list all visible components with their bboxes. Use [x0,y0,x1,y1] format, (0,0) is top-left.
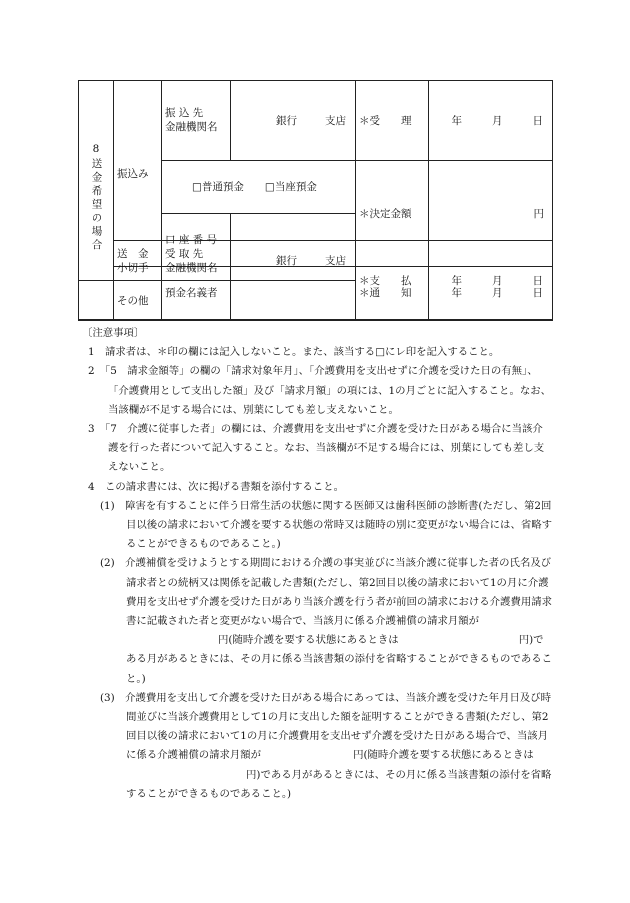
remittance-form-table-lower [78,240,553,321]
note-3: 3 「7 介護に従事した者」の欄には、介護費用を支出せずに介護を受けた日がある場合に当該介護を行った者について記入すること。なお、当該欄が不足する場合には、別葉にしても差し支えないこと。 [88,423,545,474]
recv-bank-field[interactable]: 銀行 支店 [231,241,356,281]
remit-check-label: 送 金 小切手 [114,241,162,281]
payment-label: ＊支 払 [356,241,429,321]
note-2: 2 「5 請求金額等」の欄の「請求対象年月」、「介護費用を支出せずに介護を受けた日の有無」、「介護費用として支出した額」及び「請求月額」の項には、1の月ごとに記入すること。なお、当該欄が不足する場合には、別葉にしても差し支えないこと。 [88,365,552,416]
notes-heading: 〔注意事項〕 [82,327,145,339]
note-4: 4 この請求書には、次に掲げる書類を添付すること。 [88,480,344,493]
account-holder-label: 預金名義者 [162,266,231,319]
notice-date-field[interactable]: 年 月 日 [429,266,553,319]
payment-date-field[interactable]: 年 月 日 [429,241,553,321]
transfer-label: 振込み [114,81,162,267]
recv-bank-label: 受 取 先 金融機関名 [162,241,231,281]
account-number-label: 口 座 番 号 [162,213,231,266]
section-number: 8 [92,143,100,156]
transfer-bank-field[interactable]: 銀行 支店 [231,81,356,161]
note-4-2: (2) 介護補償を受けようとする期間における介護の事実並びに当該介護に従事した者の氏名及び請求者との続柄又は関係を記載した書類(ただし、第2回目以後の請求において1の月に介護費用を支出せず介護を受けた日があり当該介護を行う者が前回の請求における介護費用請求書に記載された者と変更がない場合で、当該月に係る介護補償の請求月額が円(随時介護を要する状態にあるときは 円)である月があるときには、その月に係る当該書類の添付を省略することができるものであること。) [100,557,553,685]
decision-label: ＊決定金額 [356,160,429,266]
receipt-label: ＊受 理 [356,81,429,161]
other-label: その他 [114,281,162,321]
note-1: 1 請求者は、＊印の欄には記入しないこと。また、該当する□にレ印を記入すること。 [88,346,500,359]
other-field[interactable] [162,281,356,321]
transfer-bank-label: 振 込 先 金融機関名 [162,81,231,161]
decision-amount-field[interactable]: 円 [429,160,553,266]
notes-section [82,324,552,804]
note-4-1: (1) 障害を有することに伴う日常生活の状態に関する医師又は歯科医師の診断書(ただし、第2回目以後の請求において介護を要する状態の常時又は随時の別に変更がない場合には、省略することができるものであること。) [100,499,553,551]
section-title: 送金希望の場合 [90,158,103,253]
deposit-type-checkboxes[interactable]: □普通預金 □当座預金 [162,160,356,213]
note-4-3: (3) 介護費用を支出して介護を受けた日がある場合にあっては、当該介護を受けた年月日及び時間並びに当該介護費用として1の月に支出した額を証明することができる書類(ただし、第2回目以後の請求において1の月に介護費用を支出せず介護を受けた日がある場合で、当該月に係る介護補償の請求月額が 円(随時介護を要する状態にあるときは円)である月があるときには、その月に係る当該書類の添付を省略することができるものであること。) [100,691,552,800]
receipt-date-field[interactable]: 年 月 日 [429,81,553,161]
notice-label: ＊通 知 [356,266,429,319]
